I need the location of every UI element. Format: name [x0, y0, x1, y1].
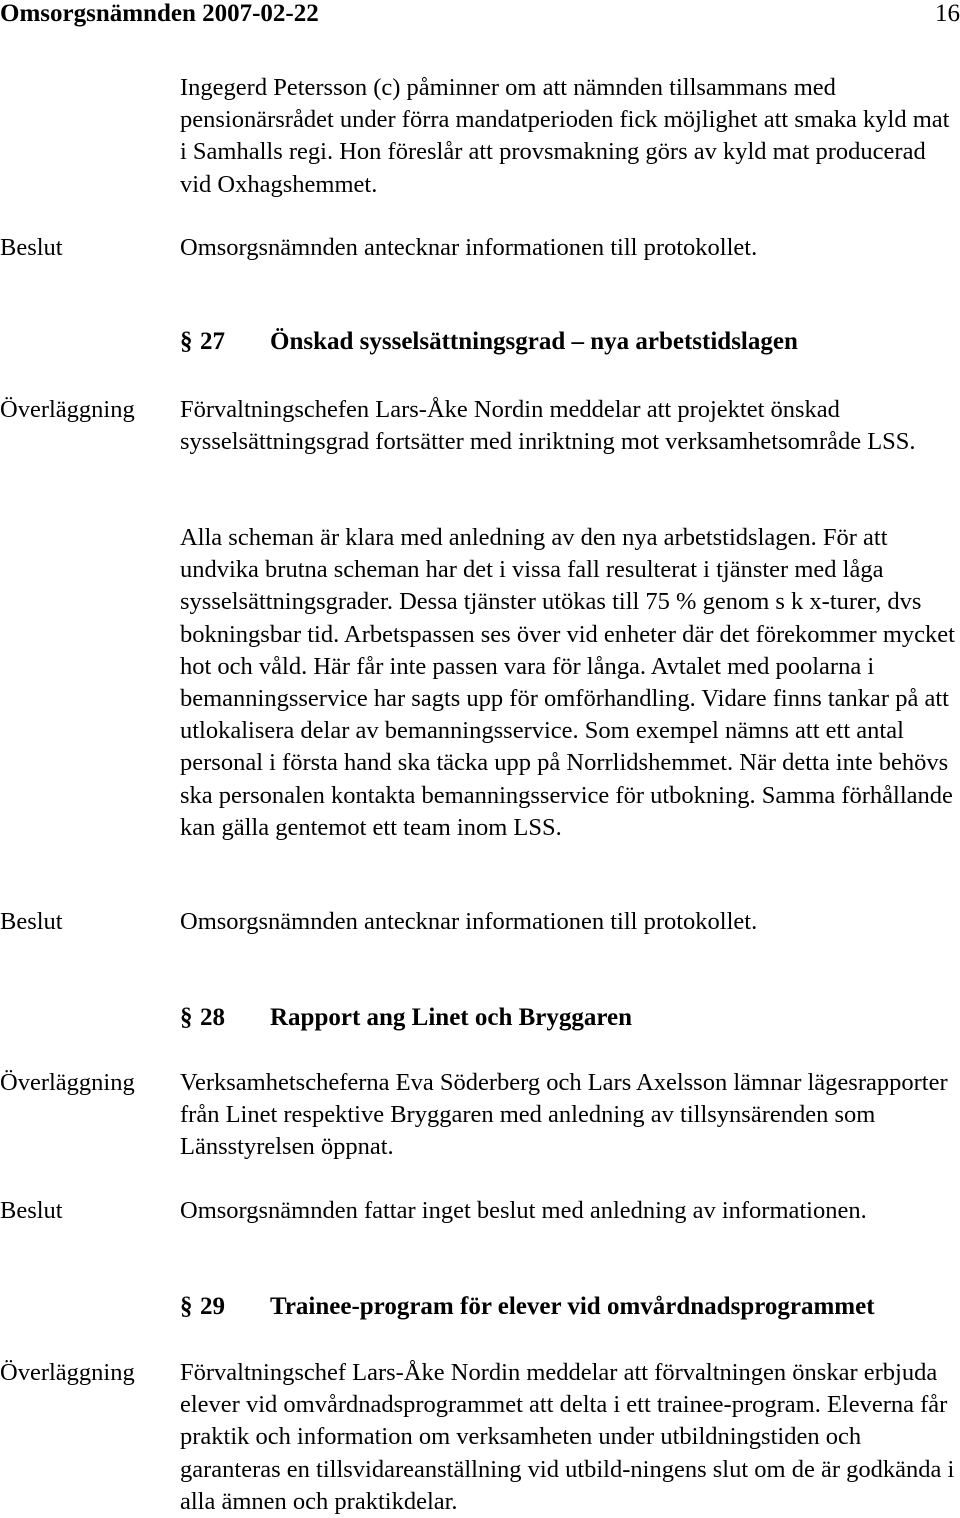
page-number: 16: [935, 0, 960, 27]
section-symbol: §: [180, 1004, 193, 1031]
section-title: Önskad sysselsättningsgrad – nya arbetstidslagen: [270, 328, 798, 355]
page-header: [0, 0, 960, 40]
section-title: Trainee-program för elever vid omvårdnadsprogrammet: [270, 1293, 875, 1320]
section-title: Rapport ang Linet och Bryggaren: [270, 1004, 633, 1031]
overlaggning-paragraph: Verksamhetscheferna Eva Söderberg och Lars Axelsson lämnar lägesrapporter från Linet respektive Bryggaren med anledning av tillsynsärenden som Länsstyrelsen öppnat.: [180, 1069, 948, 1161]
section-number: 27: [200, 328, 225, 355]
overlaggning-label: Överläggning: [0, 1359, 135, 1386]
section-number: 29: [200, 1293, 225, 1320]
overlaggning-paragraph: Alla scheman är klara med anledning av den nya arbetstidslagen. För att undvika brutna scheman har det i vissa fall resulterat i tjänster med låga sysselsättningsgrader. Dessa tjänster utökas till 75 % genom s k x-turer, dvs bokningsbar tid. Arbetspassen ses över vid enheter där det förekommer mycket hot och våld. Här får inte passen vara för långa. Avtalet med poolarna i bemanningsservice har sagts upp för omförhandling. Vidare finns tankar på att utlokalisera delar av bemanningsservice. Som exempel nämns att ett antal personal i första hand ska täcka upp på Norrlidshemmet. När detta inte behövs ska personalen kontakta bemanningsservice för utbokning. Samma förhållande kan gälla gentemot ett team inom LSS.: [180, 524, 955, 841]
beslut-label: Beslut: [0, 908, 63, 935]
overlaggning-label: Överläggning: [0, 396, 135, 423]
section-symbol: §: [180, 1293, 193, 1320]
header-title: Omsorgsnämnden 2007-02-22: [0, 0, 319, 27]
section-heading-28: [180, 1003, 960, 1033]
beslut-label: Beslut: [0, 234, 63, 261]
beslut-text: Omsorgsnämnden fattar inget beslut med anledning av informationen.: [180, 1197, 867, 1224]
overlaggning-paragraph: Förvaltningschef Lars-Åke Nordin meddelar att förvaltningen önskar erbjuda elever vid omvårdnadsprogrammet att delta i ett trainee-program. Eleverna får praktik och information om verksamheten under utbildningstiden och garanteras en tillsvidareanställning vid utbild-ningens slut om de är godkända i alla ämnen och praktikdelar.: [180, 1359, 955, 1515]
beslut-text: Omsorgsnämnden antecknar informationen till protokollet.: [180, 234, 758, 261]
intro-paragraph: Ingegerd Petersson (c) påminner om att nämnden tillsammans med pensionärsrådet under förra mandatperioden fick möjlighet att smaka kyld mat i Samhalls regi. Hon föreslår att provsmakning görs av kyld mat producerad vid Oxhagshemmet.: [180, 74, 950, 198]
section-symbol: §: [180, 328, 193, 355]
section-number: 28: [200, 1004, 225, 1031]
beslut-label: Beslut: [0, 1197, 63, 1224]
section-heading-29: [180, 1292, 960, 1322]
overlaggning-paragraph: Förvaltningschefen Lars-Åke Nordin meddelar att projektet önskad sysselsättningsgrad fortsätter med inriktning mot verksamhetsområde LSS.: [180, 396, 916, 456]
section-heading-27: [180, 327, 960, 357]
overlaggning-label: Överläggning: [0, 1069, 135, 1096]
beslut-text: Omsorgsnämnden antecknar informationen till protokollet.: [180, 908, 758, 935]
